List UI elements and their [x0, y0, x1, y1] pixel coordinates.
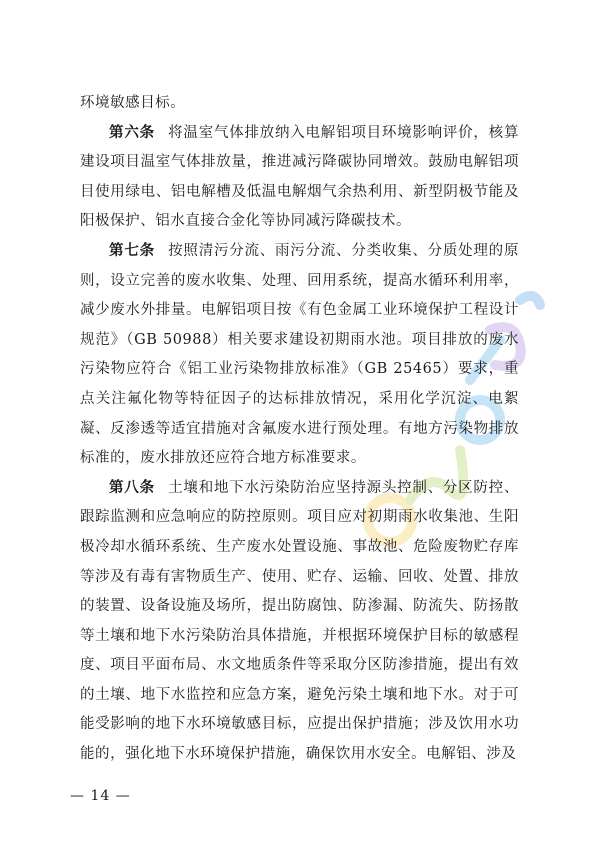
body-text — [80, 89, 519, 770]
article-number: 第六条 — [109, 124, 155, 141]
paragraph-continuation — [80, 89, 519, 119]
page-number: — 14 — — [70, 788, 131, 804]
article-number: 第八条 — [109, 479, 155, 496]
article-6-paragraph — [80, 119, 519, 237]
paragraph-text: 土壤和地下水污染防治应坚持源头控制、分区防控、跟踪监测和应急响应的防控原则。项目应对初期雨水收集池、生阳极冷却水循环系统、生产废水处置设施、事故池、危险废物贮存库等涉及有毒有害物质生产、使用、贮存、运输、回收、处置、排放的装置、设备设施及场所，提出防腐蚀、防渗漏、防流失、防扬散等土壤和地下水污染防治具体措施，并根据环境保护目标的敏感程度、项目平面布局、水文地质条件等采取分区防渗措施，提出有效的土壤、地下水监控和应急方案，避免污染土壤和地下水。对于可能受影响的地下水环境敏感目标，应提出保护措施；涉及饮用水功能的，强化地下水环境保护措施，确保饮用水安全。电解铝、涉及 — [80, 479, 519, 763]
paragraph-text: 将温室气体排放纳入电解铝项目环境影响评价，核算建设项目温室气体排放量，推进减污降碳协同增效。鼓励电解铝项目使用绿电、铝电解槽及低温电解烟气余热利用、新型阴极节能及阳极保护、铝水直接合金化等协同减污降碳技术。 — [80, 124, 519, 230]
article-8-paragraph — [80, 474, 519, 770]
article-number: 第七条 — [109, 242, 155, 259]
paragraph-text: 按照清污分流、雨污分流、分类收集、分质处理的原则，设立完善的废水收集、处理、回用系统，提高水循环利用率，减少废水外排量。电解铝项目按《有色金属工业环境保护工程设计规范》（GB 50988）相关要求建设初期雨水池。项目排放的废水污染物应符合《铝工业污染物排放标准》（GB 25465）要求，重点关注氟化物等特征因子的达标排放情况，采用化学沉淀、电絮凝、反渗透等适宜措施对含氟废水进行预处理。有地方污染物排放标准的，废水排放还应符合地方标准要求。 — [80, 242, 519, 467]
paragraph-text: 环境敏感目标。 — [80, 95, 186, 111]
article-7-paragraph — [80, 237, 519, 474]
